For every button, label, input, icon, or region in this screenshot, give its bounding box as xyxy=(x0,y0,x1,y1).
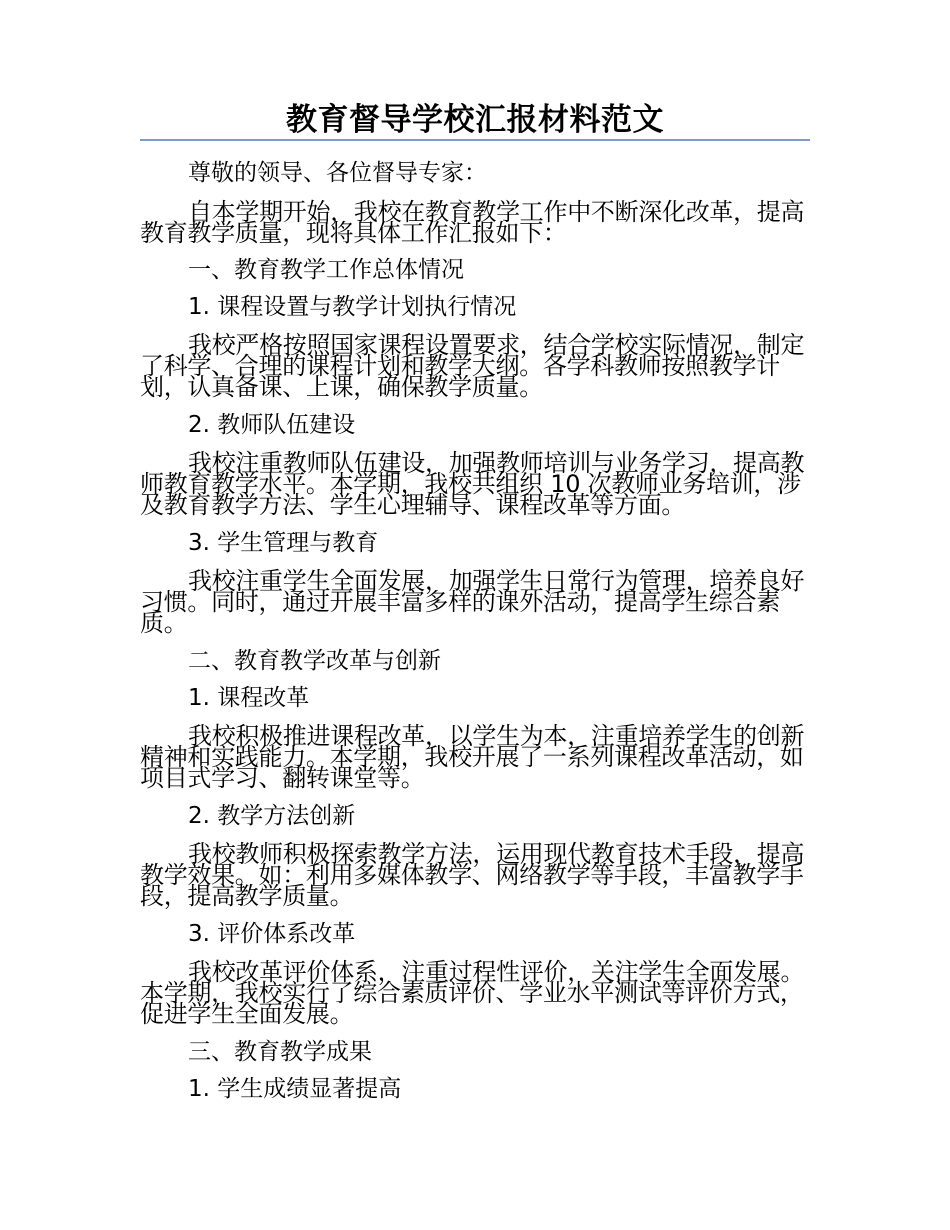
subsection-heading-1-3: 3. 学生管理与教育 xyxy=(188,530,379,556)
paragraph-curriculum: 我校严格按照国家课程设置要求，结合学校实际情况，制定了科学、合理的课程计划和教学大纲。各学科教师按照教学计划，认真备课、上课，确保教学质量。 xyxy=(140,331,805,401)
subsection-heading-2-1: 1. 课程改革 xyxy=(188,685,310,711)
document-title: 教育督导学校汇报材料范文 xyxy=(286,102,664,138)
salutation: 尊敬的领导、各位督导专家： xyxy=(188,160,487,186)
section-heading-3: 三、教育教学成果 xyxy=(188,1039,372,1065)
intro-paragraph: 自本学期开始，我校在教育教学工作中不断深化改革，提高教育教学质量，现将具体工作汇报如下： xyxy=(140,198,805,247)
section-heading-1: 一、教育教学工作总体情况 xyxy=(188,257,464,283)
paragraph-teaching-methods: 我校教师积极探索教学方法，运用现代教育技术手段，提高教学效果。如：利用多媒体教学、网络教学等手段，丰富教学手段，提高教学质量。 xyxy=(140,840,805,910)
paragraph-evaluation: 我校改革评价体系，注重过程性评价，关注学生全面发展。本学期，我校实行了综合素质评价、学业水平测试等评价方式，促进学生全面发展。 xyxy=(140,958,805,1028)
paragraph-teachers: 我校注重教师队伍建设，加强教师培训与业务学习，提高教师教育教学水平。本学期，我校共组织 10 次教师业务培训，涉及教育教学方法、学生心理辅导、课程改革等方面。 xyxy=(140,449,805,519)
paragraph-curriculum-reform: 我校积极推进课程改革，以学生为本，注重培养学生的创新精神和实践能力。本学期，我校开展了一系列课程改革活动，如项目式学习、翻转课堂等。 xyxy=(140,722,805,792)
subsection-heading-2-3: 3. 评价体系改革 xyxy=(188,921,356,947)
subsection-heading-1-2: 2. 教师队伍建设 xyxy=(188,412,356,438)
subsection-heading-2-2: 2. 教学方法创新 xyxy=(188,803,356,829)
section-heading-2: 二、教育教学改革与创新 xyxy=(188,648,441,674)
paragraph-students: 我校注重学生全面发展，加强学生日常行为管理，培养良好习惯。同时，通过开展丰富多样的课外活动，提高学生综合素质。 xyxy=(140,567,805,637)
title-underline xyxy=(140,139,810,141)
subsection-heading-3-1: 1. 学生成绩显著提高 xyxy=(188,1076,402,1102)
subsection-heading-1-1: 1. 课程设置与教学计划执行情况 xyxy=(188,294,517,320)
